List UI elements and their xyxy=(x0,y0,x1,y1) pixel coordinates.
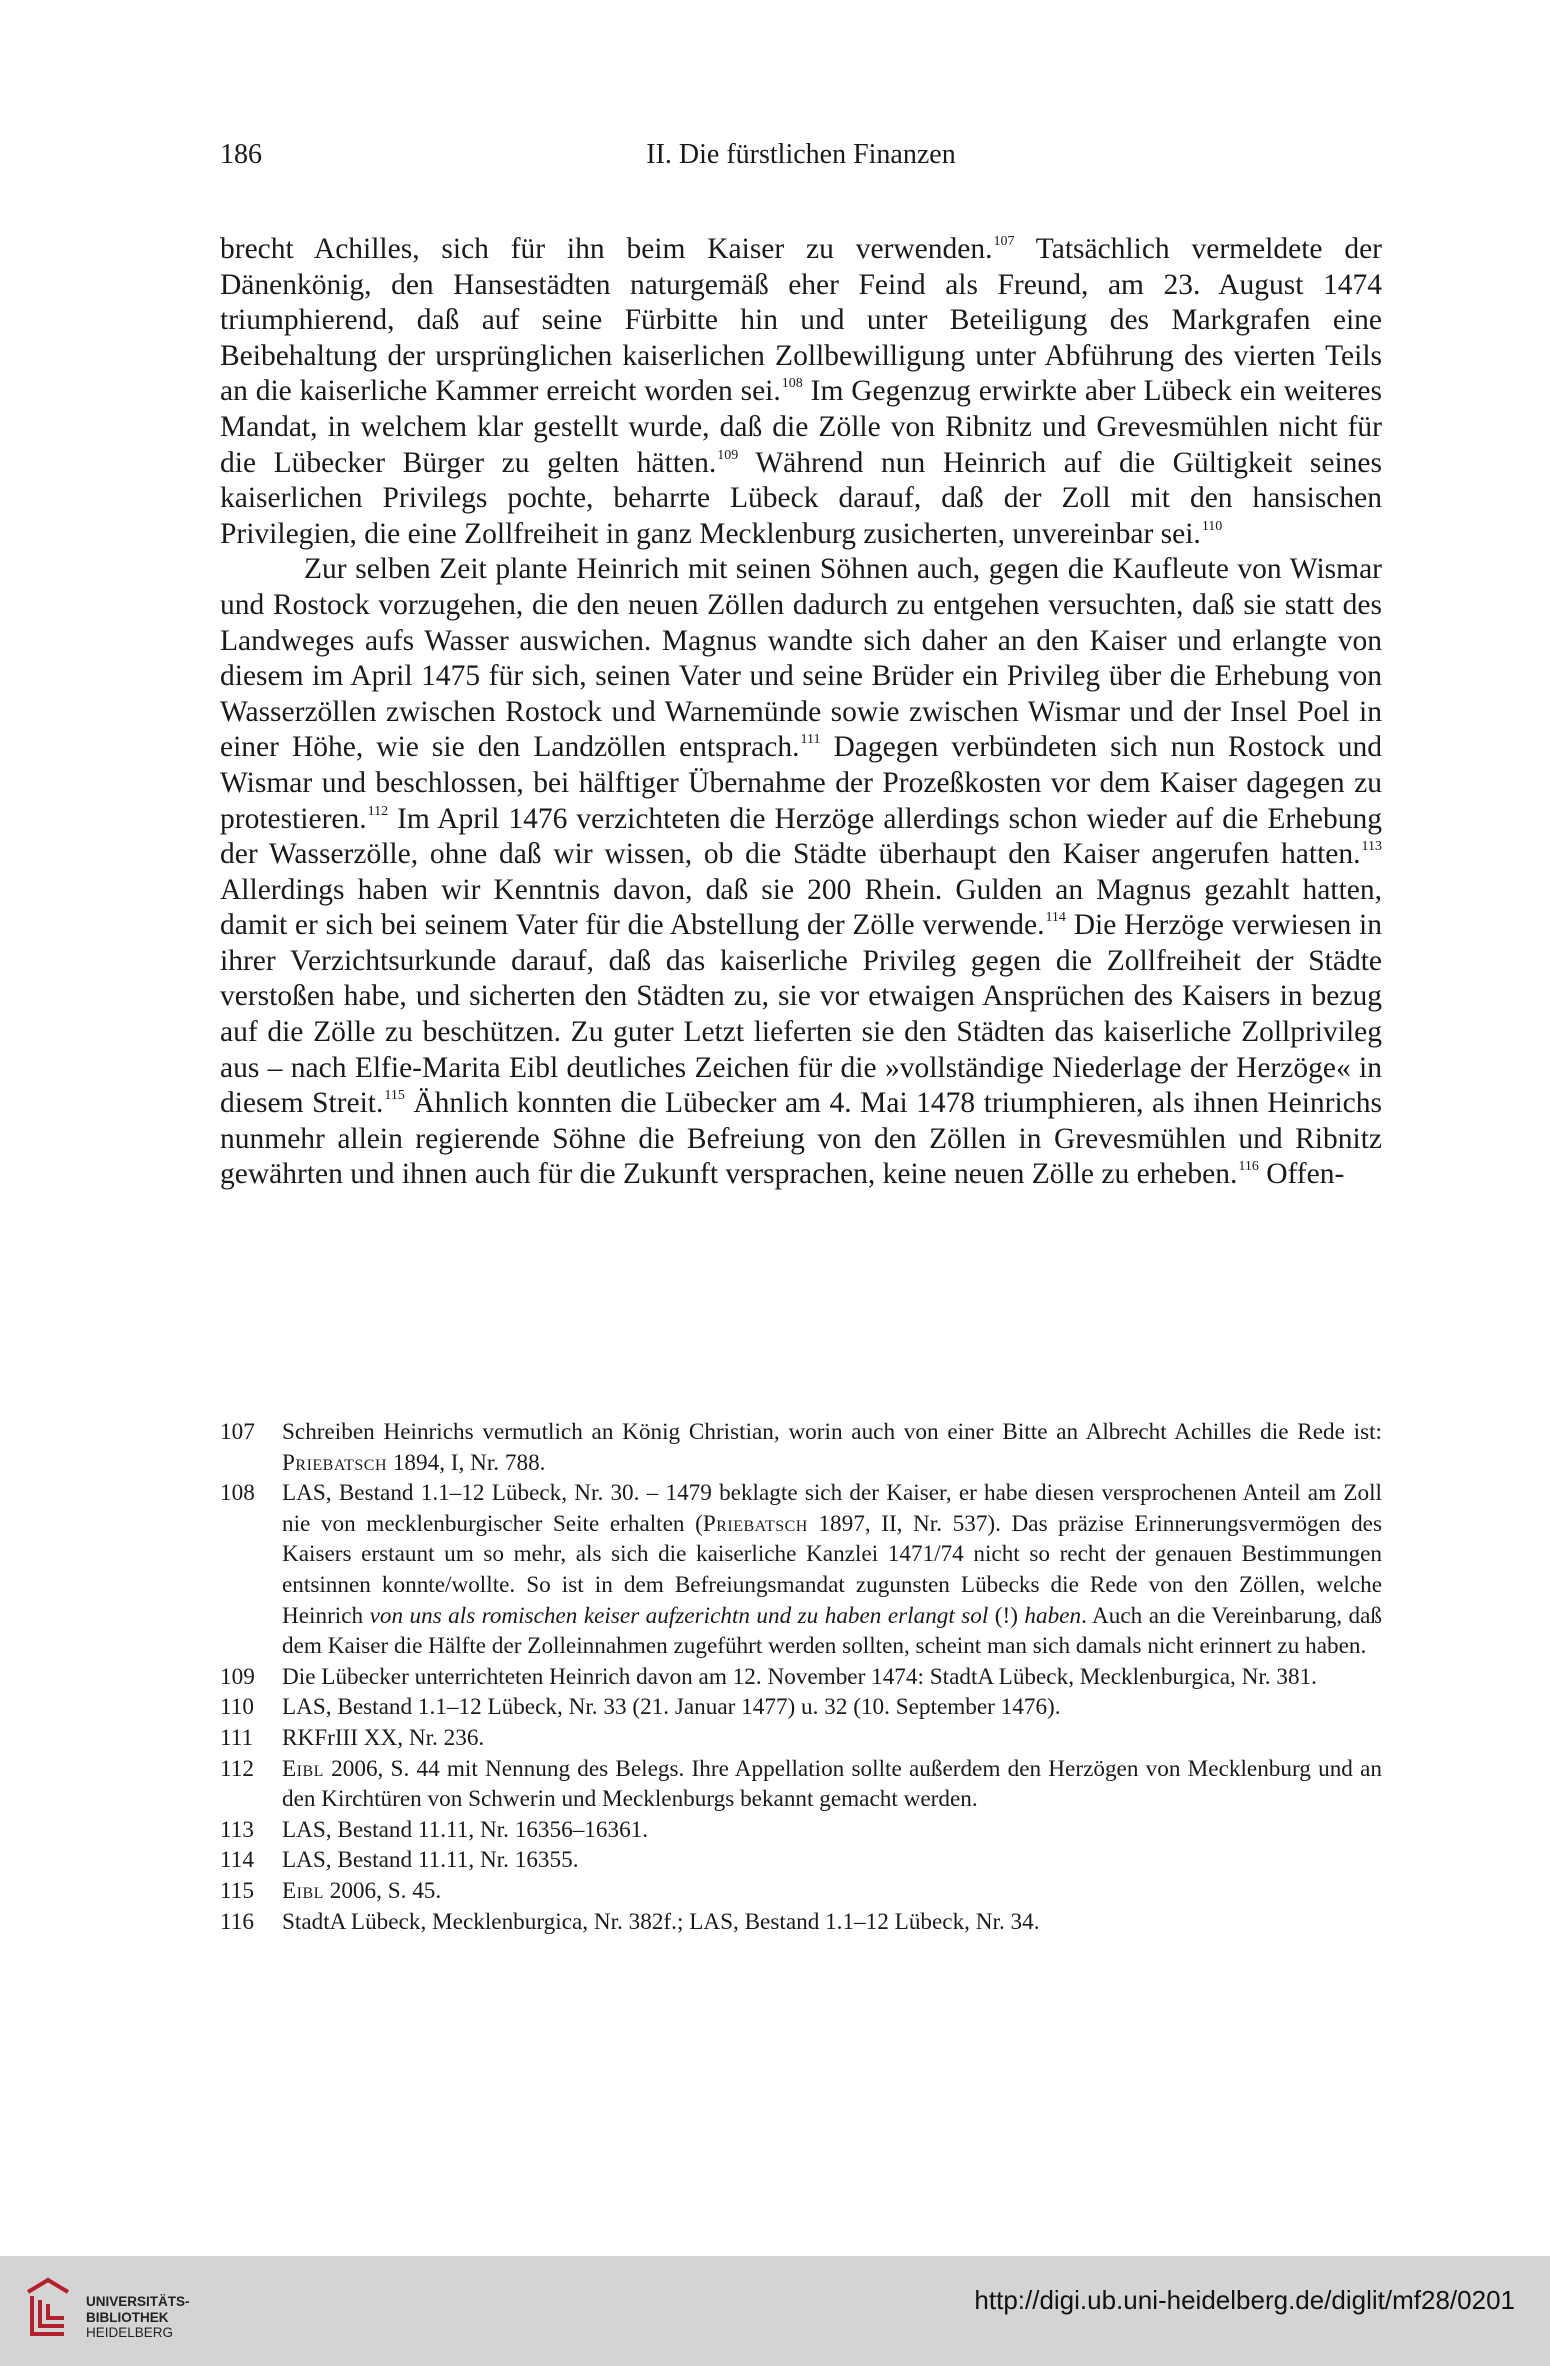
library-logo-text xyxy=(86,2294,190,2341)
text-run: Im Gegenzug erwirkte aber Lübeck ein weiteres Mandat, in welchem klar gestellt wurde, daß die Zölle von Ribnitz und Grevesmühlen nicht für die Lübecker Bürger zu gelten hätten. xyxy=(220,375,1382,479)
footnote-ref-112[interactable]: 112 xyxy=(367,803,389,819)
footnote-107 xyxy=(220,1417,1382,1478)
footnote-number: 107 xyxy=(220,1419,255,1445)
footnote-text: (!) xyxy=(988,1602,1025,1629)
text-run: Im April 1476 verzichteten die Herzöge allerdings schon wieder auf die Erhebung der Wasserzölle, ohne daß wir wissen, ob die Städte überhaupt den Kaiser angerufen hatten. xyxy=(220,802,1382,871)
footnote-ref-108[interactable]: 108 xyxy=(781,376,803,392)
footnote-number: 110 xyxy=(220,1694,254,1721)
footnote-text: LAS, Bestand 11.11, Nr. 16356–16361. xyxy=(282,1816,649,1843)
quotation: haben xyxy=(1024,1602,1082,1629)
text-run: Zur selben Zeit plante Heinrich mit seinen Söhnen auch, gegen die Kaufleute von Wismar und Rostock vorzugehen, die den neuen Zöllen dadurch zu entgehen versuchten, daß sie statt des Landweges aufs Wasser auswichen. Magnus wandte sich daher an den Kaiser und erlangte von diesem im April 1475 für sich, seinen Vater und seine Brüder ein Privileg über die Erhebung von Wasserzöllen zwischen Rostock und Warnemünde sowie zwischen Wismar und der Insel Poel in einer Höhe, wie sie den Landzöllen entsprach. xyxy=(220,553,1382,764)
footnote-ref-109[interactable]: 109 xyxy=(717,447,739,463)
footnote-text: LAS, Bestand 1.1–12 Lübeck, Nr. 33 (21. Januar 1477) u. 32 (10. September 1476). xyxy=(282,1694,1061,1721)
footnote-110 xyxy=(220,1692,1382,1723)
footnote-text: 1894, I, Nr. 788. xyxy=(387,1449,546,1476)
text-run: Allerdings haben wir Kenntnis davon, daß sie 200 Rhein. Gulden an Magnus gezahlt hatten, damit er sich bei seinem Vater für die Abstellung der Zölle verwende. xyxy=(220,873,1382,942)
footnote-ref-110[interactable]: 110 xyxy=(1201,518,1223,534)
main-text xyxy=(220,232,1382,1193)
footnote-ref-111[interactable]: 111 xyxy=(800,732,821,748)
digitization-footer xyxy=(0,2256,1550,2366)
text-run: Die Herzöge verwiesen in ihrer Verzichtsurkunde darauf, daß das kaiserliche Privileg gegen die Zollfreiheit der Städte verstoßen habe, und sicherten den Städten zu, sie vor etwaigen Ansprüchen des Kaisers in bezug auf die Zölle zu beschützen. Zu guter Letzt lieferten sie den Städten das kaiserliche Zollprivileg aus – nach Elfie-Marita Eibl deutliches Zeichen für die »vollständige Niederlage der Herzöge« in diesem Streit. xyxy=(220,909,1382,1120)
quotation: von uns als romischen keiser aufzerichtn und zu haben erlangt sol xyxy=(369,1602,989,1629)
footnote-text: 1897, II, Nr. 537). Das präzise Erinnerungsvermögen des Kaisers erstaunt um so mehr, als sich die kaiserliche Kanzlei 1471/74 nicht so recht der genauen Bestimmungen entsinnen konnte/wollte. So ist in dem Befreiungsmandat zugunsten Lübecks die Rede von den Zöllen, welche Heinrich xyxy=(282,1510,1382,1629)
library-logo-icon xyxy=(18,2270,78,2350)
footnote-text: 2006, S. 45. xyxy=(323,1877,442,1904)
footnote-number: 116 xyxy=(220,1908,254,1935)
footnote-text: . Auch an die Vereinbarung, daß dem Kaiser die Hälfte der Zolleinnahmen zugeführt werden sollten, scheint man sich damals nicht erinnert zu haben. xyxy=(282,1602,1383,1660)
library-logo[interactable] xyxy=(18,2270,218,2360)
footnote-116 xyxy=(220,1907,1382,1938)
footnote-number: 112 xyxy=(220,1755,254,1782)
author-name: Priebatsch xyxy=(282,1449,388,1476)
footnote-number: 113 xyxy=(220,1816,254,1843)
footnote-number: 109 xyxy=(220,1663,255,1690)
running-title: II. Die fürstlichen Finanzen xyxy=(646,139,956,170)
text-run: Dagegen verbündeten sich nun Rostock und Wismar und beschlossen, bei hälftiger Übernahme der Prozeßkosten vor dem Kaiser dagegen zu protestieren. xyxy=(220,731,1382,835)
logo-line-1: UNIVERSITÄTS- xyxy=(86,2294,190,2309)
page-number: 186 xyxy=(220,139,262,170)
permalink-url[interactable]: http://digi.ub.uni-heidelberg.de/diglit/mf28/0201 xyxy=(974,2285,1515,2315)
author-name: Eibl xyxy=(282,1877,324,1904)
footnote-text: RKFrIII XX, Nr. 236. xyxy=(282,1724,485,1751)
footnote-number: 108 xyxy=(220,1480,255,1507)
text-run: Offen- xyxy=(1258,1158,1345,1191)
paragraph-1 xyxy=(220,232,1382,552)
footnote-text: StadtA Lübeck, Mecklenburgica, Nr. 382f.; LAS, Bestand 1.1–12 Lübeck, Nr. 34. xyxy=(282,1908,1040,1935)
footnote-ref-116[interactable]: 116 xyxy=(1238,1159,1259,1175)
footnote-ref-115[interactable]: 115 xyxy=(384,1088,405,1104)
footnote-ref-113[interactable]: 113 xyxy=(1361,839,1382,855)
footnote-ref-114[interactable]: 114 xyxy=(1045,910,1066,926)
text-run: Während nun Heinrich auf die Gültigkeit seines kaiserlichen Privilegs pochte, beharrte Lübeck darauf, daß der Zoll mit den hansischen Privilegien, die eine Zollfreiheit in ganz Mecklenburg zusicherten, unvereinbar sei. xyxy=(220,446,1382,550)
text-run: Tatsächlich vermeldete der Dänenkönig, den Hansestädten naturgemäß eher Feind als Freund, am 23. August 1474 triumphierend, daß auf seine Fürbitte hin und unter Beteiligung des Markgrafen eine Beibehaltung der ursprünglichen kaiserlichen Zollbewilligung unter Abführung des vierten Teils an die kaiserliche Kammer erreicht worden sei. xyxy=(220,233,1382,408)
logo-line-2: BIBLIOTHEK xyxy=(86,2309,169,2325)
footnote-text: Die Lübecker unterrichteten Heinrich davon am 12. November 1474: StadtA Lübeck, Mecklenburgica, Nr. 381. xyxy=(282,1663,1317,1690)
footnote-108 xyxy=(220,1478,1382,1662)
footnote-number: 111 xyxy=(220,1724,254,1751)
author-name: Priebatsch xyxy=(702,1510,808,1537)
footnote-ref-107[interactable]: 107 xyxy=(993,234,1015,249)
footnote-111 xyxy=(220,1723,1382,1754)
footnote-number: 115 xyxy=(220,1877,254,1904)
text-run: brecht Achilles, sich für ihn beim Kaiser zu verwenden. xyxy=(220,233,993,265)
author-name: Eibl xyxy=(282,1755,324,1782)
text-run: Ähnlich konnten die Lübecker am 4. Mai 1478 triumphieren, als ihnen Heinrichs nunmehr allein regierende Söhne die Befreiung von den Zöllen in Grevesmühlen und Ribnitz gewährten und ihnen auch für die Zukunft versprachen, keine neuen Zölle zu erheben. xyxy=(220,1087,1382,1191)
footnote-text: LAS, Bestand 1.1–12 Lübeck, Nr. 30. – 1479 beklagte sich der Kaiser, er habe diesen versprochenen Anteil am Zoll nie von mecklenburgischer Seite erhalten ( xyxy=(282,1480,1382,1537)
footnotes xyxy=(220,1417,1382,1937)
paragraph-2 xyxy=(220,552,1382,1193)
footnote-109 xyxy=(220,1662,1382,1693)
footnote-text: 2006, S. 44 mit Nennung des Belegs. Ihre Appellation sollte außerdem den Herzögen von Mecklenburg und an den Kirchtüren von Schwerin und Mecklenburgs bekannt gemacht werden. xyxy=(282,1755,1382,1813)
footnote-114 xyxy=(220,1845,1382,1876)
footnote-115 xyxy=(220,1876,1382,1907)
footnote-text: Schreiben Heinrichs vermutlich an König Christian, worin auch von einer Bitte an Albrecht Achilles die Rede ist: xyxy=(282,1419,1382,1445)
footnote-112 xyxy=(220,1754,1382,1815)
footnote-number: 114 xyxy=(220,1847,254,1874)
footnote-113 xyxy=(220,1815,1382,1846)
footnote-text: LAS, Bestand 11.11, Nr. 16355. xyxy=(282,1847,579,1874)
logo-line-3: HEIDELBERG xyxy=(86,2325,174,2340)
